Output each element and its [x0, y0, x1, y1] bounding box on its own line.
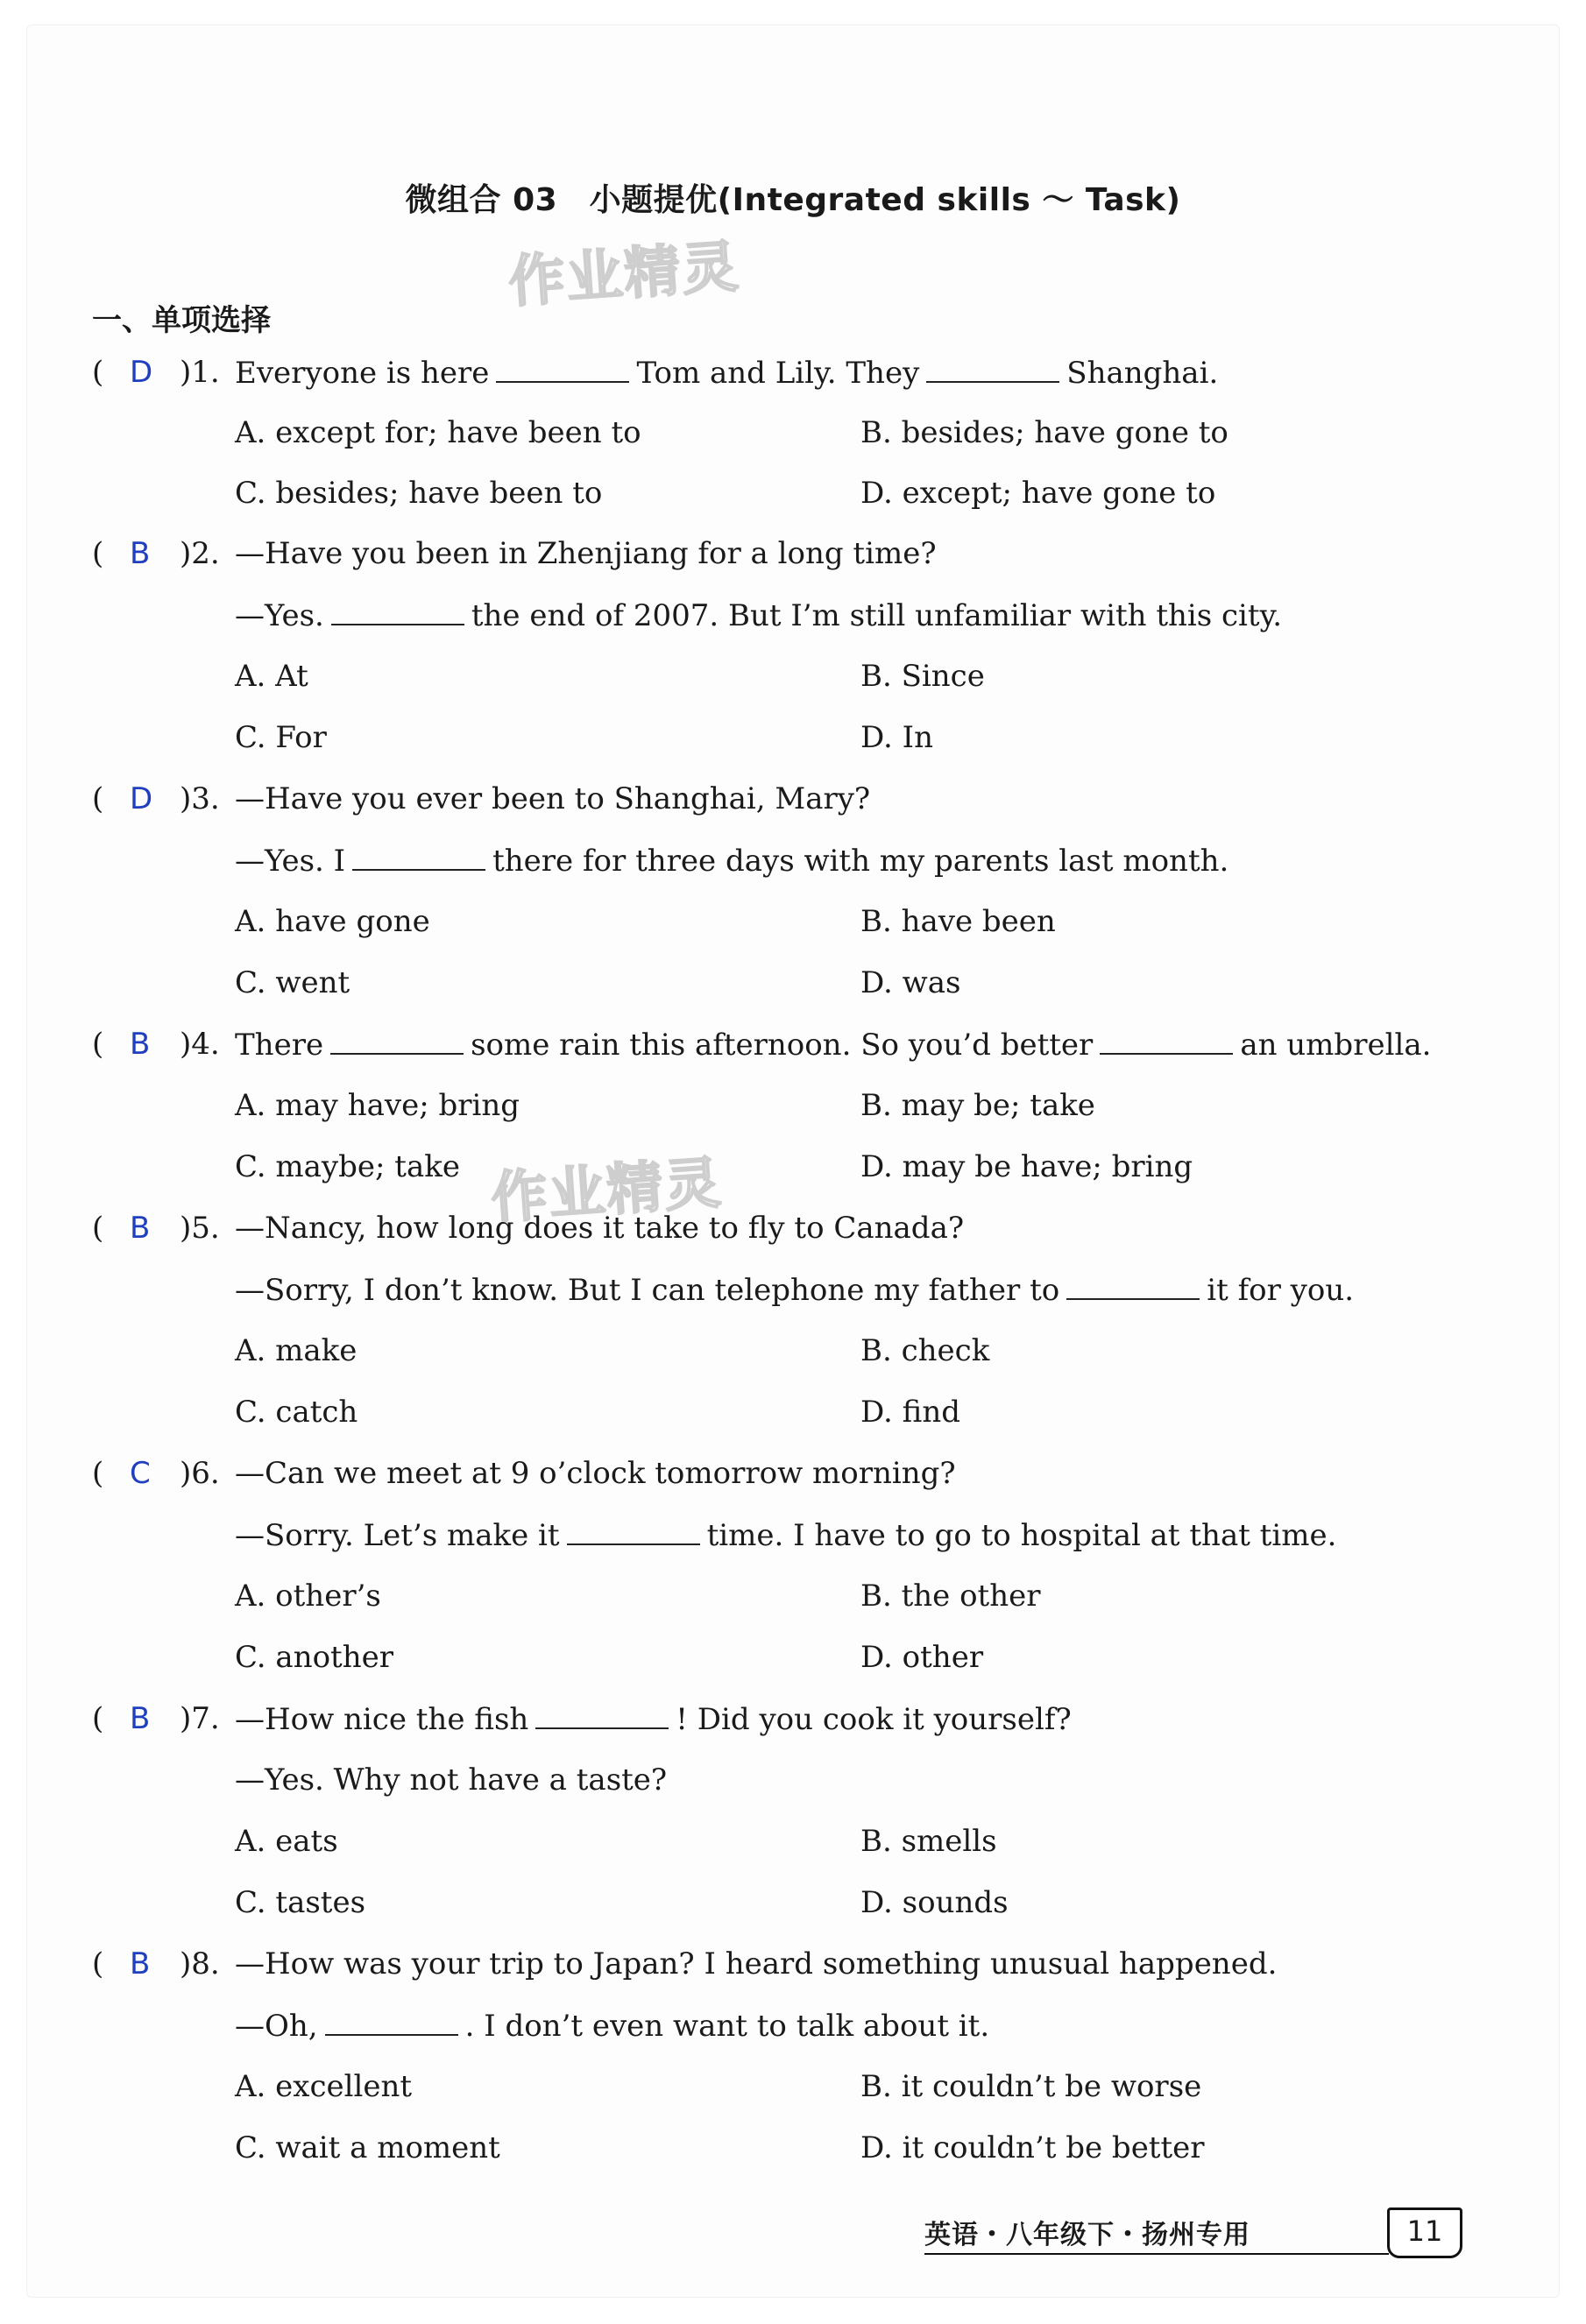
answer-paren: ( — [92, 1946, 104, 1981]
page-footer — [924, 2207, 1450, 2260]
question-number: )3. — [180, 781, 220, 816]
option-c: C. catch — [235, 1395, 358, 1430]
answer-blank — [331, 597, 464, 625]
answer-paren: ( — [92, 1701, 104, 1736]
answer-blank — [496, 355, 629, 383]
question-number: )8. — [180, 1946, 220, 1981]
option-d: D. sounds — [860, 1885, 1009, 1920]
watermark: 作业精灵 — [489, 1150, 725, 1233]
option-b: B. have been — [860, 904, 1056, 939]
option-d: D. was — [860, 965, 961, 1000]
question-stem: —Nancy, how long does it take to fly to Canada? — [235, 1211, 965, 1246]
answer-mark: B — [130, 1027, 151, 1062]
option-d: D. may be have; bring — [860, 1149, 1193, 1184]
question-number: )4. — [180, 1027, 220, 1062]
answer-paren: ( — [92, 1456, 104, 1491]
question-reply: —Sorry, I don’t know. But I can telephone my father to it for you. — [235, 1273, 1355, 1308]
question-reply: —Sorry. Let’s make it time. I have to go to hospital at that time. — [235, 1518, 1337, 1553]
option-a: A. other’s — [235, 1579, 381, 1614]
option-c: C. wait a moment — [235, 2130, 500, 2165]
question-stem: Everyone is here Tom and Lily. They Shanghai. — [235, 356, 1219, 391]
question-stem: There some rain this afternoon. So you’d better an umbrella. — [235, 1028, 1432, 1063]
option-c: C. For — [235, 720, 327, 755]
option-b: B. besides; have gone to — [860, 415, 1228, 450]
option-b: B. check — [860, 1333, 990, 1368]
option-a: A. may have; bring — [235, 1088, 520, 1123]
option-d: D. find — [860, 1395, 961, 1430]
question-stem: —How was your trip to Japan? I heard something unusual happened. — [235, 1946, 1278, 1981]
footer-rule — [924, 2253, 1389, 2255]
question-number: )1. — [180, 355, 220, 390]
question-stem: —Can we meet at 9 o’clock tomorrow morning? — [235, 1456, 956, 1491]
option-c: C. another — [235, 1640, 393, 1675]
answer-mark: D — [130, 355, 153, 390]
page-number: 11 — [1387, 2207, 1462, 2258]
option-b: B. it couldn’t be worse — [860, 2069, 1202, 2104]
answer-blank — [330, 1027, 464, 1055]
answer-paren: ( — [92, 355, 104, 390]
question-reply: —Yes. Why not have a taste? — [235, 1762, 668, 1798]
option-c: C. tastes — [235, 1885, 366, 1920]
answer-blank — [325, 2008, 458, 2036]
question-reply: —Yes. I there for three days with my parents last month. — [235, 844, 1229, 879]
option-a: A. excellent — [235, 2069, 413, 2104]
watermark: 作业精灵 — [506, 234, 742, 316]
option-d: D. other — [860, 1640, 984, 1675]
option-d: D. it couldn’t be better — [860, 2130, 1205, 2165]
answer-blank — [926, 355, 1059, 383]
option-a: A. eats — [235, 1824, 338, 1859]
question-number: )2. — [180, 536, 220, 571]
option-a: A. make — [235, 1333, 358, 1368]
option-b: B. may be; take — [860, 1088, 1095, 1123]
option-a: A. At — [235, 659, 308, 694]
answer-blank — [1100, 1027, 1233, 1055]
section-heading: 一、单项选择 — [92, 303, 271, 338]
option-d: D. except; have gone to — [860, 476, 1216, 511]
question-number: )6. — [180, 1456, 220, 1491]
question-reply: —Yes. the end of 2007. But I’m still unfamiliar with this city. — [235, 598, 1283, 633]
answer-blank — [535, 1701, 669, 1729]
option-c: C. maybe; take — [235, 1149, 460, 1184]
question-number: )7. — [180, 1701, 220, 1736]
answer-blank — [1066, 1272, 1200, 1300]
answer-paren: ( — [92, 1211, 104, 1246]
answer-blank — [352, 843, 485, 871]
option-a: A. except for; have been to — [235, 415, 641, 450]
answer-mark: B — [130, 1701, 151, 1736]
option-b: B. smells — [860, 1824, 997, 1859]
question-stem: —How nice the fish ! Did you cook it yourself? — [235, 1702, 1072, 1737]
option-a: A. have gone — [235, 904, 430, 939]
answer-mark: B — [130, 1946, 151, 1981]
footer-book-title: 英语・八年级下・扬州专用 — [924, 2220, 1250, 2250]
option-c: C. besides; have been to — [235, 476, 603, 511]
question-stem: —Have you been in Zhenjiang for a long time? — [235, 536, 937, 571]
answer-mark: D — [130, 781, 153, 816]
answer-mark: C — [130, 1456, 151, 1491]
answer-blank — [567, 1517, 700, 1545]
answer-mark: B — [130, 536, 151, 571]
question-stem: —Have you ever been to Shanghai, Mary? — [235, 781, 871, 816]
option-b: B. Since — [860, 659, 985, 694]
option-d: D. In — [860, 720, 933, 755]
answer-paren: ( — [92, 1027, 104, 1062]
page-title: 微组合 03 小题提优(Integrated skills ～ Task) — [405, 182, 1181, 218]
question-number: )5. — [180, 1211, 220, 1246]
option-b: B. the other — [860, 1579, 1041, 1614]
answer-paren: ( — [92, 781, 104, 816]
option-c: C. went — [235, 965, 350, 1000]
answer-mark: B — [130, 1211, 151, 1246]
answer-paren: ( — [92, 536, 104, 571]
question-reply: —Oh, . I don’t even want to talk about it. — [235, 2009, 990, 2044]
